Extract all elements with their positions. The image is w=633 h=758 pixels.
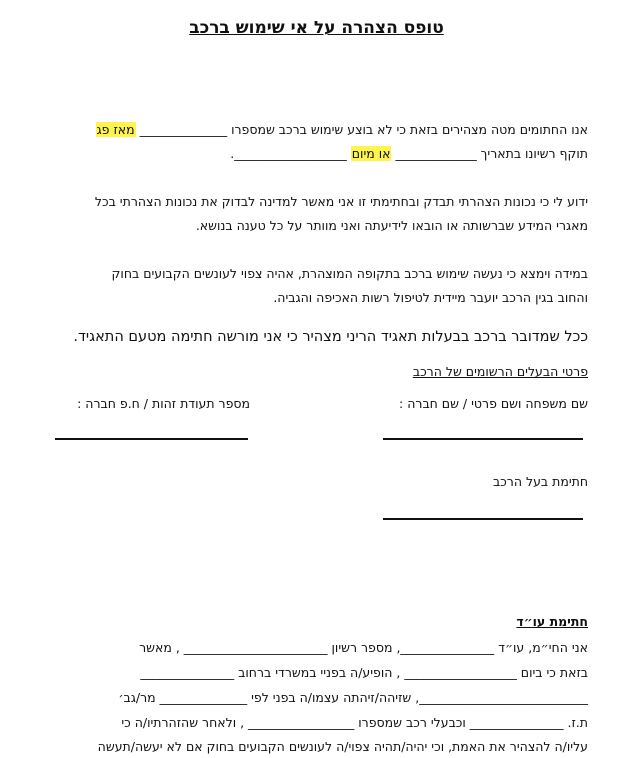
intro-line-2 <box>230 146 588 162</box>
attorney-line-5: עליו/ה להצהיר את האמת, וכי יהיה/תהיה צפוי/ה לעונשים הקבועים בחוק אם לא יעשה/תעשה <box>97 739 588 754</box>
owner-id-label: מספר תעודת זהות / ח.פ חברה : <box>77 396 250 411</box>
intro-line-2-text: תוקף רשיונו בתאריך _____________ <box>391 146 588 161</box>
intro-line-1 <box>96 122 588 138</box>
attorney-line-2: בזאת כי ביום __________________ , הופיע/ה בפניי במשרדי ברחוב _______________ <box>140 665 588 680</box>
owner-name-label: שם משפחה ושם פרטי / שם חברה : <box>399 396 588 411</box>
company-note: ככל שמדובר ברכב בבעלות תאגיד הריני מצהיר כי אני מורשה חתימה מטעם התאגיד. <box>73 329 588 345</box>
owners-heading: פרטי הבעלים הרשומים של הרכב <box>412 364 588 379</box>
intro-line-2-end: __________________. <box>230 146 351 161</box>
highlight-or-from: או מיום <box>351 146 391 161</box>
attorney-heading: חתימת עו״ד <box>516 614 588 629</box>
highlight-since-expired: מאז פג <box>96 122 135 137</box>
intro-line-1-text: אנו החתומים מטה מצהירים בזאת כי לא בוצע שימוש ברכב שמספרו ______________ <box>135 122 588 137</box>
owner-id-line[interactable] <box>55 438 248 440</box>
attorney-line-1: אני החי״מ, עו״ד _______________, מספר רשיון _______________________ , מאשר <box>139 640 588 655</box>
paragraph-2-line-1: במידה וימצא כי נעשה שימוש ברכב בתקופה המוצהרת, אהיה צפוי לעונשים הקבועים בחוק <box>111 266 588 281</box>
paragraph-2-line-2: והחוב בגין הרכב יועבר מיידית לטיפול רשות האכיפה והגביה. <box>273 290 588 305</box>
paragraph-1-line-2: מאגרי המידע שברשותה או הובאו לידיעתה ואני מוותר על כל טענה בנושא. <box>195 218 588 233</box>
owner-name-line[interactable] <box>383 438 583 440</box>
owner-signature-line[interactable] <box>383 518 583 520</box>
paragraph-1-line-1: ידוע לי כי נכונות הצהרתי תבדק ובחתימתי זו אני מאשר למדינה לבדוק את נכונות הצהרתי בכל <box>94 194 588 209</box>
form-title: טופס הצהרה על אי שימוש ברכב <box>189 18 444 38</box>
owner-signature-label: חתימת בעל הרכב <box>492 474 588 489</box>
attorney-line-3: ___________________________, שזיהה/זיהתה עצמו/ה בפני לפי ______________ מר/גב׳ <box>118 690 588 705</box>
attorney-line-4: ת.ז. _______________ וכבעלי רכב שמספרו _________________ , ולאחר שהזהרתיו/ה כי <box>121 715 588 730</box>
